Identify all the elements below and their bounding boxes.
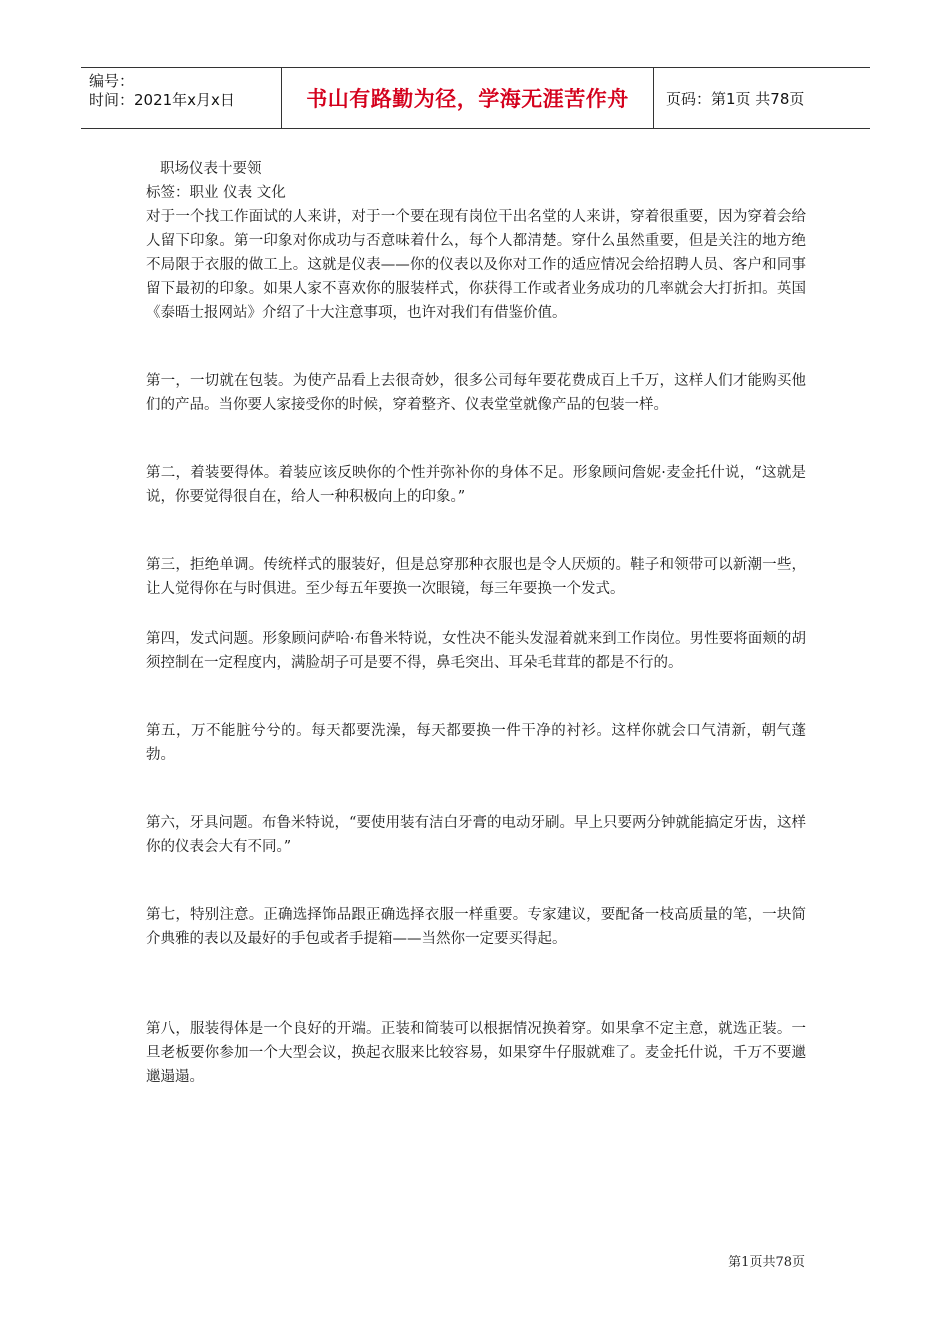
point-8: 第八，服装得体是一个良好的开端。正装和简装可以根据情况换着穿。如果拿不定主意，就选正装。一旦老板要你参加一个大型会议，换起衣服来比较容易，如果穿牛仔服就难了。麦金托什说，千万不要邋邋遢遢。	[146, 1021, 806, 1085]
article-title: 职场仪表十要领	[160, 161, 262, 177]
point-4: 第四，发式问题。形象顾问萨哈·布鲁米特说，女性决不能头发湿着就来到工作岗位。男性要将面颊的胡须控制在一定程度内，满脸胡子可是要不得，鼻毛突出、耳朵毛茸茸的都是不行的。	[146, 631, 806, 671]
page-footer: 第1页共78页	[728, 1255, 805, 1270]
header-meta	[81, 68, 282, 128]
point-5: 第五，万不能脏兮兮的。每天都要洗澡，每天都要换一件干净的衬衫。这样你就会口气清新，朝气蓬勃。	[146, 723, 806, 763]
page-header	[81, 67, 870, 129]
point-6: 第六，牙具问题。布鲁米特说，“要使用装有洁白牙膏的电动牙刷。早上只要两分钟就能搞定牙齿，这样你的仪表会大有不同。”	[146, 815, 806, 855]
point-2: 第二，着装要得体。着装应该反映你的个性并弥补你的身体不足。形象顾问詹妮·麦金托什说，“这就是说，你要觉得很自在，给人一种积极向上的印象。”	[146, 465, 806, 505]
point-3: 第三，拒绝单调。传统样式的服装好，但是总穿那种衣服也是令人厌烦的。鞋子和领带可以新潮一些，让人觉得你在与时俱进。至少每五年要换一次眼镜，每三年要换一个发式。	[146, 557, 806, 597]
point-1: 第一，一切就在包装。为使产品看上去很奇妙，很多公司每年要花费成百上千万，这样人们才能购买他们的产品。当你要人家接受你的时候，穿着整齐、仪表堂堂就像产品的包装一样。	[146, 373, 806, 413]
document-date: 时间：2021年x月x日	[89, 91, 235, 109]
article-tags: 标签：职业 仪表 文化	[146, 185, 286, 201]
article-intro: 对于一个找工作面试的人来讲，对于一个要在现有岗位干出名堂的人来讲，穿着很重要，因为穿着会给人留下印象。第一印象对你成功与否意味着什么，每个人都清楚。穿什么虽然重要，但是关注的地方绝不局限于衣服的做工上。这就是仪表——你的仪表以及你对工作的适应情况会给招聘人员、客户和同事留下最初的印象。如果人家不喜欢你的服装样式，你获得工作或者业务成功的几率就会大打折扣。英国《泰晤士报网站》介绍了十大注意事项，也许对我们有借鉴价值。	[146, 209, 806, 321]
article-body	[146, 157, 806, 1089]
document-number-label: 编号：	[89, 72, 135, 90]
header-motto: 书山有路勤为径，学海无涯苦作舟	[282, 68, 654, 128]
header-page-number: 页码：第1页 共78页	[666, 89, 805, 108]
point-7: 第七，特别注意。正确选择饰品跟正确选择衣服一样重要。专家建议，要配备一枝高质量的笔，一块简介典雅的表以及最好的手包或者手提箱——当然你一定要买得起。	[146, 907, 806, 947]
